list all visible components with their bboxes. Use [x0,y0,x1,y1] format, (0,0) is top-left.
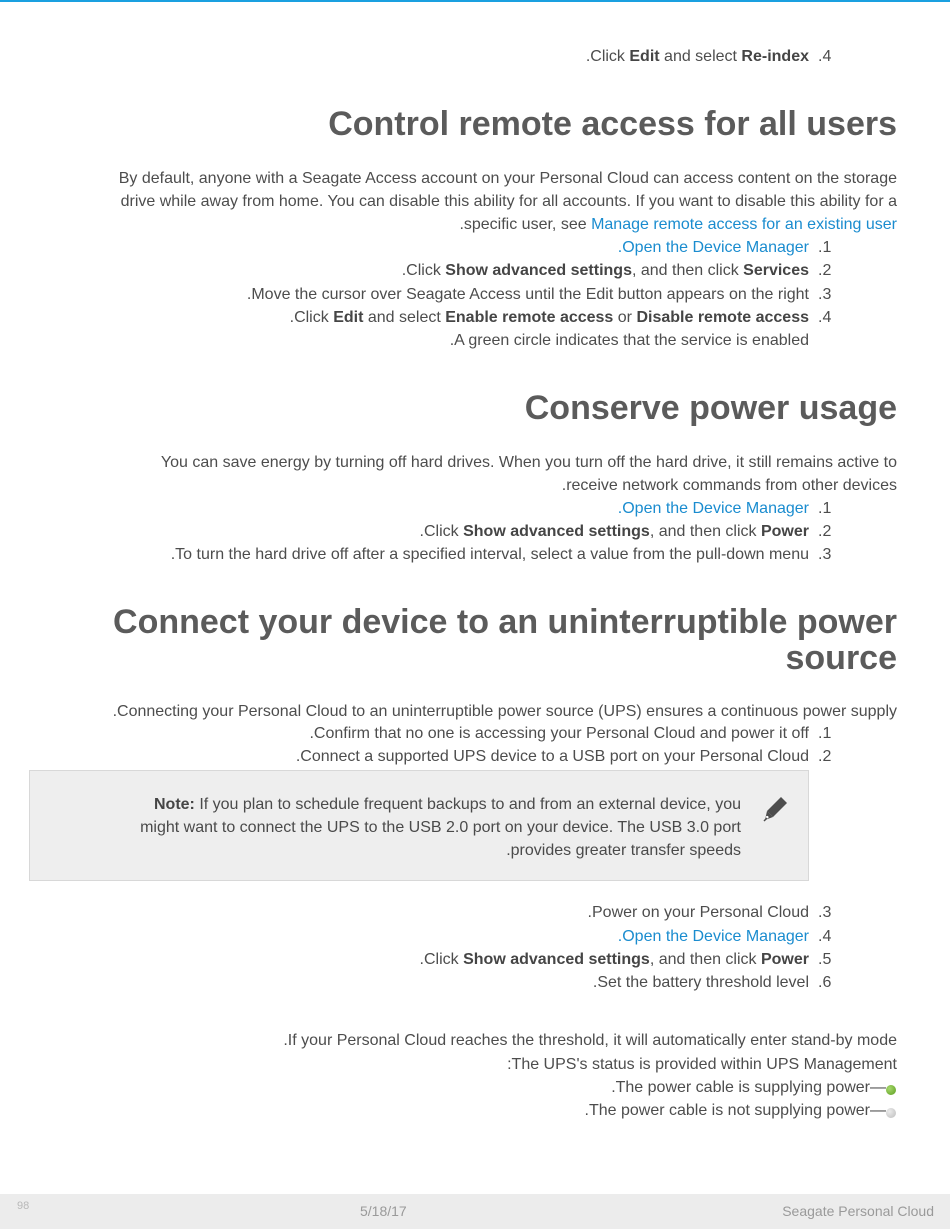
note-box [29,770,809,881]
paragraph-line: .receive network commands from other devices [561,477,897,494]
status-grey-dot-icon [886,1108,896,1118]
heading-remote-access: Control remote access for all users [328,105,897,143]
step-number: .1 [818,500,832,517]
step-note-green-circle: .A green circle indicates that the service is enabled [449,332,809,349]
step-number: .2 [818,262,832,279]
step-show-advanced: .Click Show advanced settings, and then click Power [419,523,809,540]
heading-ups: Connect your device to an uninterruptible power [113,603,897,641]
step-turn-off-drive: .To turn the hard drive off after a specified interval, select a value from the pull-down menu [170,546,809,563]
manage-remote-access-link[interactable]: Manage remote access for an existing user [591,216,897,233]
step-number: .1 [818,725,832,742]
note-text: Note: If you plan to schedule frequent backups to and from an external device, you might want to connect the UPS to the USB 2.0 port on your device. The USB 3.0 port .provides greater transfer speeds [140,796,741,859]
step-number: .2 [818,748,832,765]
step-number: .4 [818,48,832,65]
step-reindex: .Click Edit and select Re-index [585,48,809,65]
paragraph-line: You can save energy by turning off hard drives. When you turn off the hard drive, it still remains active to [160,454,897,471]
paragraph-line: .Connecting your Personal Cloud to an uninterruptible power source (UPS) ensures a continuous power supply [112,703,897,720]
step-power-on: .Power on your Personal Cloud [587,904,809,921]
step-enable-disable: .Click Edit and select Enable remote access or Disable remote access [289,309,809,326]
status-green-dot-icon [886,1085,896,1095]
note-label: Note: [153,796,195,813]
step-connect-ups: .Connect a supported UPS device to a USB port on your Personal Cloud [295,748,809,765]
heading-conserve-power: Conserve power usage [524,389,897,427]
footer-product: Seagate Personal Cloud [782,1203,934,1219]
step-number: .3 [818,546,832,563]
paragraph-line: drive while away from home. You can disable this ability for all accounts. If you want to disable this ability for a [120,193,897,210]
step-battery-threshold: .Set the battery threshold level [592,974,809,991]
step-number: .6 [818,974,832,991]
step-number: .2 [818,523,832,540]
heading-ups-line2: source [785,639,897,677]
paragraph-line: .If your Personal Cloud reaches the threshold, it will automatically enter stand-by mode [283,1032,897,1049]
page-number: 98 [17,1200,30,1212]
step-number: .3 [818,286,832,303]
paragraph-line: .specific user, see Manage remote access for an existing user [459,216,897,233]
open-device-manager-link[interactable]: .Open the Device Manager [617,239,809,256]
step-number: .4 [818,928,832,945]
top-accent-bar [0,0,950,2]
step-number: .5 [818,951,832,968]
paragraph-line: By default, anyone with a Seagate Access account on your Personal Cloud can access content on the storage [118,170,897,187]
paragraph-line: :The UPS's status is provided within UPS Management [507,1056,897,1073]
step-number: .1 [818,239,832,256]
page-footer [0,1194,950,1229]
step-number: .4 [818,309,832,326]
open-device-manager-link[interactable]: .Open the Device Manager [617,928,809,945]
status-not-supplying-text: .The power cable is not supplying power— [584,1102,886,1119]
open-device-manager-link[interactable]: .Open the Device Manager [617,500,809,517]
step-move-cursor: .Move the cursor over Seagate Access until the Edit button appears on the right [246,286,809,303]
footer-date: 5/18/17 [360,1203,407,1219]
status-supplying-text: .The power cable is supplying power— [611,1079,886,1096]
step-number: .3 [818,904,832,921]
step-show-advanced: .Click Show advanced settings, and then click Power [419,951,809,968]
pen-icon [759,793,791,825]
step-confirm-no-access: .Confirm that no one is accessing your Personal Cloud and power it off [309,725,809,742]
step-show-advanced: .Click Show advanced settings, and then click Services [401,262,809,279]
